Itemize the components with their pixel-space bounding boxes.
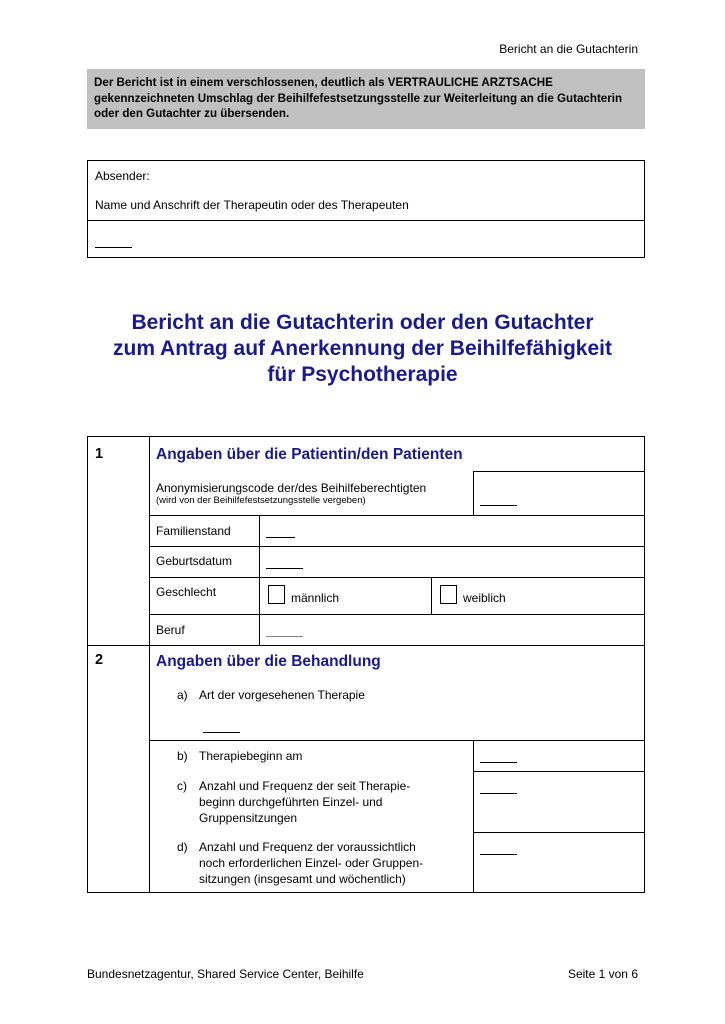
row-line bbox=[473, 771, 644, 772]
item-d-letter: d) bbox=[177, 840, 188, 854]
sender-input-field[interactable] bbox=[95, 247, 132, 248]
title-line-3: für Psychotherapie bbox=[267, 363, 458, 386]
number-column-divider bbox=[149, 437, 150, 893]
sessions-completed-line: Anzahl und Frequenz der seit Therapie- bbox=[199, 779, 411, 793]
anonymization-code-note: (wird von der Beihilfefestsetzungsstelle vergeben) bbox=[156, 495, 366, 506]
sessions-completed-field[interactable] bbox=[480, 793, 517, 794]
row-line bbox=[149, 515, 644, 516]
sessions-required-line: sitzungen (insgesamt und wöchentlich) bbox=[199, 872, 406, 886]
section-1-heading: Angaben über die Patientin/den Patienten bbox=[156, 446, 463, 463]
item-a-letter: a) bbox=[177, 688, 188, 702]
footer-organization: Bundesnetzagentur, Shared Service Center, Beihilfe bbox=[87, 967, 364, 981]
sessions-completed-line: beginn durchgeführten Einzel- und bbox=[199, 795, 383, 809]
gender-female-label: weiblich bbox=[463, 591, 506, 605]
document-header-label: Bericht an die Gutachterin bbox=[499, 42, 638, 56]
gender-divider bbox=[431, 577, 432, 614]
row-line bbox=[149, 577, 644, 578]
label-column-divider bbox=[259, 515, 260, 645]
sender-divider bbox=[88, 220, 644, 221]
row-line bbox=[473, 471, 644, 472]
sessions-completed-line: Gruppensitzungen bbox=[199, 811, 298, 825]
row-line bbox=[149, 740, 644, 741]
sender-label: Absender: bbox=[95, 169, 150, 183]
section-divider bbox=[88, 645, 644, 646]
birth-date-label: Geburtsdatum bbox=[156, 554, 233, 568]
row-line bbox=[473, 832, 644, 833]
therapy-type-label: Art der vorgesehenen Therapie bbox=[199, 688, 365, 702]
item-c-letter: c) bbox=[177, 779, 187, 793]
therapy-type-field[interactable] bbox=[203, 732, 240, 733]
section-2-number: 2 bbox=[95, 652, 104, 668]
sessions-required-line: Anzahl und Frequenz der voraussichtlich bbox=[199, 840, 416, 854]
title-line-1: Bericht an die Gutachterin oder den Gutachter bbox=[131, 311, 594, 334]
sessions-required-field[interactable] bbox=[480, 854, 517, 855]
report-form-table bbox=[87, 436, 645, 893]
marital-status-label: Familienstand bbox=[156, 524, 231, 538]
section-2-heading: Angaben über die Behandlung bbox=[156, 653, 381, 670]
gender-male-checkbox[interactable] bbox=[268, 585, 285, 604]
value-column-divider bbox=[473, 740, 474, 893]
sender-box bbox=[87, 160, 645, 258]
sessions-required-line: noch erforderlichen Einzel- oder Gruppen- bbox=[199, 856, 424, 870]
title-line-2: zum Antrag auf Anerkennung der Beihilfefähigkeit bbox=[113, 337, 612, 360]
marital-status-field[interactable] bbox=[266, 537, 295, 538]
item-b-letter: b) bbox=[177, 749, 188, 763]
anonymization-code-label: Anonymisierungscode der/des Beihilfeberechtigten bbox=[156, 481, 427, 495]
row-line bbox=[149, 546, 644, 547]
section-1-number: 1 bbox=[95, 446, 104, 462]
gender-male-label: männlich bbox=[291, 591, 340, 605]
cell-divider bbox=[473, 471, 474, 515]
anonymization-code-field[interactable] bbox=[480, 505, 517, 506]
confidential-notice: Der Bericht ist in einem verschlossenen, deutlich als VERTRAULICHE ARZTSACHE gekennzeichneten Umschlag der Beihilfefestsetzungsstelle zur Weiterleitung an die Gutachterin oder den Gutachter zu übersenden. bbox=[87, 69, 645, 129]
gender-female-checkbox[interactable] bbox=[440, 585, 457, 604]
row-line bbox=[149, 614, 644, 615]
sender-hint: Name und Anschrift der Therapeutin oder des Therapeuten bbox=[95, 198, 409, 212]
page-title bbox=[87, 310, 638, 388]
gender-label: Geschlecht bbox=[156, 585, 217, 599]
therapy-start-field[interactable] bbox=[480, 762, 517, 763]
sessions-completed-label bbox=[199, 778, 410, 826]
occupation-label: Beruf bbox=[156, 623, 185, 637]
birth-date-field[interactable] bbox=[266, 568, 303, 569]
occupation-field[interactable] bbox=[266, 636, 303, 637]
footer-page-number: Seite 1 von 6 bbox=[567, 967, 638, 981]
therapy-start-label: Therapiebeginn am bbox=[199, 749, 303, 763]
sessions-required-label bbox=[199, 839, 423, 887]
